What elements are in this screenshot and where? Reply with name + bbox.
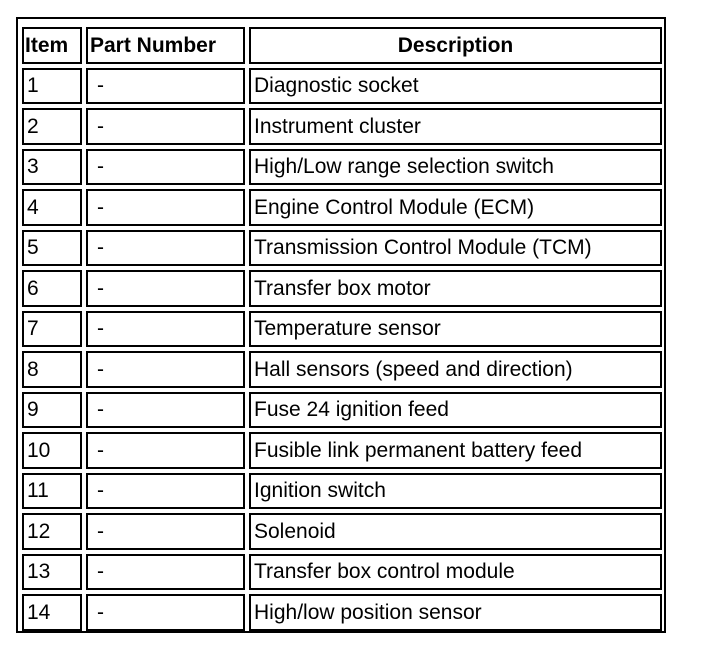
table-row: [22, 554, 662, 591]
parts-table-frame: [16, 17, 666, 633]
cell-part-number: -: [86, 311, 245, 348]
cell-part-number: -: [86, 270, 245, 307]
cell-description: Fusible link permanent battery feed: [249, 432, 662, 469]
column-header-description: Description: [249, 27, 662, 64]
table-row: [22, 149, 662, 186]
cell-item: 14: [22, 594, 82, 631]
table-row: [22, 68, 662, 105]
cell-description: Transmission Control Module (TCM): [249, 230, 662, 267]
cell-description: High/Low range selection switch: [249, 149, 662, 186]
table-header-row: [22, 27, 662, 64]
cell-description: Ignition switch: [249, 473, 662, 510]
cell-item: 7: [22, 311, 82, 348]
table-row: [22, 270, 662, 307]
cell-part-number: -: [86, 149, 245, 186]
table-row: [22, 230, 662, 267]
cell-item: 9: [22, 392, 82, 429]
cell-part-number: -: [86, 392, 245, 429]
cell-description: Instrument cluster: [249, 108, 662, 145]
cell-part-number: -: [86, 351, 245, 388]
cell-item: 2: [22, 108, 82, 145]
table-row: [22, 392, 662, 429]
table-body: [22, 68, 662, 631]
cell-item: 6: [22, 270, 82, 307]
cell-part-number: -: [86, 594, 245, 631]
cell-item: 13: [22, 554, 82, 591]
cell-description: Engine Control Module (ECM): [249, 189, 662, 226]
cell-description: High/low position sensor: [249, 594, 662, 631]
table-row: [22, 311, 662, 348]
cell-item: 12: [22, 513, 82, 550]
cell-item: 3: [22, 149, 82, 186]
cell-item: 8: [22, 351, 82, 388]
cell-part-number: -: [86, 68, 245, 105]
cell-item: 1: [22, 68, 82, 105]
cell-description: Fuse 24 ignition feed: [249, 392, 662, 429]
cell-description: Transfer box motor: [249, 270, 662, 307]
cell-part-number: -: [86, 473, 245, 510]
cell-item: 5: [22, 230, 82, 267]
cell-part-number: -: [86, 513, 245, 550]
cell-description: Hall sensors (speed and direction): [249, 351, 662, 388]
table-row: [22, 594, 662, 631]
table-row: [22, 473, 662, 510]
table-row: [22, 432, 662, 469]
cell-description: Diagnostic socket: [249, 68, 662, 105]
cell-description: Transfer box control module: [249, 554, 662, 591]
column-header-part-number: Part Number: [86, 27, 245, 64]
cell-item: 4: [22, 189, 82, 226]
parts-table: [18, 23, 666, 635]
table-row: [22, 108, 662, 145]
table-row: [22, 513, 662, 550]
cell-description: Temperature sensor: [249, 311, 662, 348]
cell-description: Solenoid: [249, 513, 662, 550]
column-header-item: Item: [22, 27, 82, 64]
cell-part-number: -: [86, 230, 245, 267]
cell-part-number: -: [86, 432, 245, 469]
table-row: [22, 189, 662, 226]
cell-item: 11: [22, 473, 82, 510]
cell-item: 10: [22, 432, 82, 469]
table-row: [22, 351, 662, 388]
cell-part-number: -: [86, 108, 245, 145]
cell-part-number: -: [86, 554, 245, 591]
cell-part-number: -: [86, 189, 245, 226]
